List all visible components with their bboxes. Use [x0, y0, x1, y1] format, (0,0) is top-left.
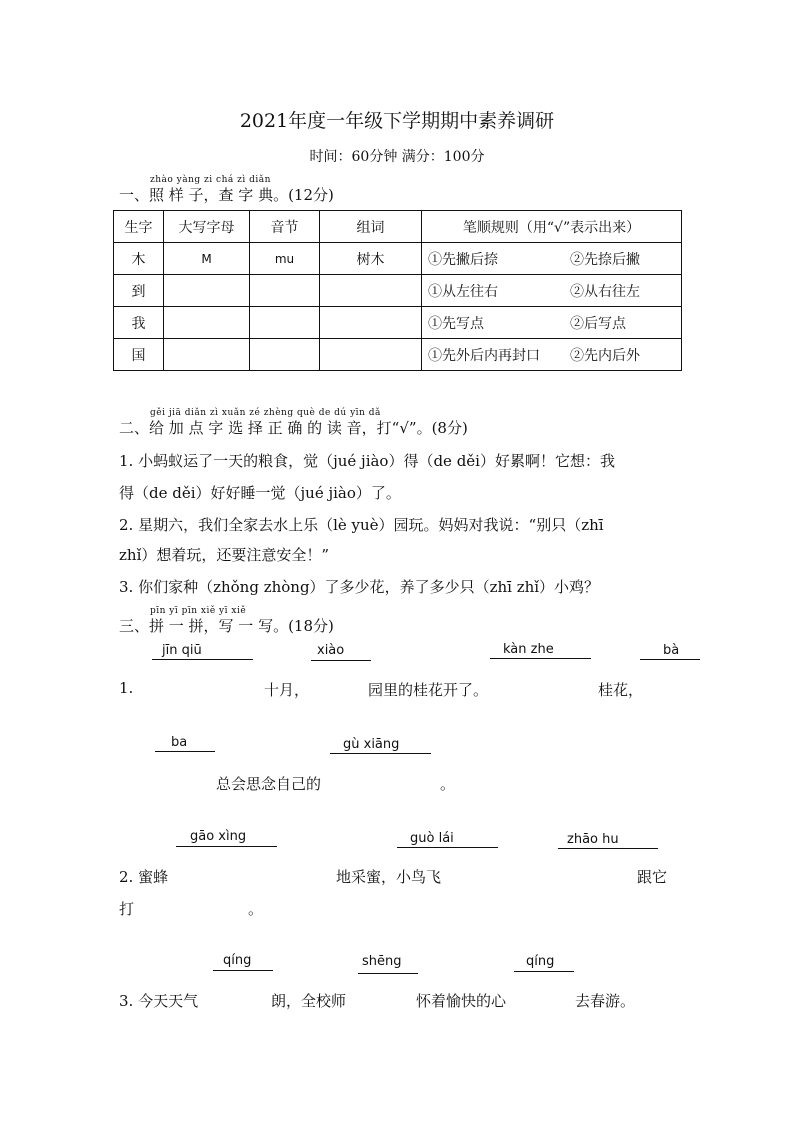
- header-stroke-rule: 笔顺规则（用“√”表示出来）: [422, 211, 682, 243]
- cell-letter[interactable]: [164, 307, 250, 339]
- cell-char: 到: [114, 275, 164, 307]
- answer-line[interactable]: [558, 848, 658, 849]
- question-text: 去春游。: [575, 992, 636, 1010]
- cell-rule[interactable]: [422, 275, 682, 307]
- cell-syllable[interactable]: [250, 275, 320, 307]
- answer-line[interactable]: [514, 971, 574, 972]
- header-word: 组词: [320, 211, 422, 243]
- cell-word[interactable]: [320, 307, 422, 339]
- section2-heading: 二、给 加 点 字 选 择 正 确 的 读 音，打“√”。(8分): [119, 419, 468, 437]
- table-row: [114, 307, 682, 339]
- question-text: 总会思念自己的: [216, 775, 322, 793]
- cell-syllable[interactable]: [250, 307, 320, 339]
- cell-word[interactable]: 树木: [320, 243, 422, 275]
- pinyin-prompt: gāo xìng: [190, 829, 247, 844]
- question-text: 跟它: [637, 868, 668, 886]
- cell-word[interactable]: [320, 339, 422, 371]
- header-syllable: 音节: [250, 211, 320, 243]
- rule-option-1[interactable]: ①先撇后捺: [428, 251, 498, 268]
- question-text: 3. 今天天气: [119, 992, 199, 1010]
- answer-line[interactable]: [311, 660, 371, 661]
- rule-option-1[interactable]: ①从左往右: [428, 283, 498, 300]
- cell-rule[interactable]: [422, 339, 682, 371]
- rule-option-1[interactable]: ①先写点: [428, 315, 484, 332]
- table-row: [114, 243, 682, 275]
- page-title: 2021年度一年级下学期期中素养调研: [239, 110, 555, 132]
- answer-line[interactable]: [358, 973, 418, 974]
- question-text: 朗，全校师: [271, 992, 347, 1010]
- pinyin-prompt: bà: [663, 643, 680, 658]
- question-line: 得（de děi）好好睡一觉（jué jiào）了。: [119, 484, 401, 502]
- question-line: 3. 你们家种（zhǒng zhòng）了多少花，养了多少只（zhī zhǐ）小鸡？: [119, 578, 600, 596]
- answer-line[interactable]: [397, 847, 498, 848]
- pinyin-prompt: qíng: [526, 954, 555, 969]
- cell-letter[interactable]: [164, 275, 250, 307]
- answer-line[interactable]: [640, 659, 700, 660]
- rule-option-2[interactable]: ②先内后外: [570, 347, 640, 364]
- answer-line[interactable]: [176, 846, 277, 847]
- question-text: 十月，: [264, 681, 310, 699]
- question-text: 桂花，: [598, 681, 644, 699]
- section3-heading: 三、拼 一 拼，写 一 写。(18分): [119, 617, 334, 635]
- question-number: 1.: [119, 679, 134, 697]
- question-text: 。: [440, 775, 456, 793]
- answer-line[interactable]: [330, 753, 431, 754]
- table-header-row: [114, 211, 682, 243]
- cell-syllable[interactable]: [250, 339, 320, 371]
- answer-line[interactable]: [152, 659, 253, 660]
- answer-line[interactable]: [155, 751, 215, 752]
- cell-rule[interactable]: [422, 307, 682, 339]
- cell-char: 木: [114, 243, 164, 275]
- question-text: 2. 蜜蜂: [119, 868, 169, 886]
- pinyin-prompt: xiào: [317, 643, 345, 658]
- question-text: 打: [119, 900, 135, 918]
- section3-pinyin: pīn yī pīn xiě yī xiě: [150, 606, 247, 616]
- pinyin-prompt: shēng: [362, 954, 402, 969]
- question-text: 。: [248, 900, 264, 918]
- question-line: 1. 小蚂蚁运了一天的粮食，觉（jué jiào）得（de děi）好累啊！它想：我: [119, 452, 615, 470]
- rule-option-2[interactable]: ②从右往左: [570, 283, 640, 300]
- table-row: [114, 275, 682, 307]
- header-letter: 大写字母: [164, 211, 250, 243]
- section2-pinyin: gěi jiā diǎn zì xuǎn zé zhèng què de dú yīn dǎ: [150, 408, 381, 418]
- answer-line[interactable]: [490, 658, 591, 659]
- question-line: 2. 星期六，我们全家去水上乐（lè yuè）园玩。妈妈对我说：“别只（zhī: [119, 516, 604, 534]
- section1-pinyin: zhào yàng zi chá zì diǎn: [150, 175, 271, 185]
- question-line: zhǐ）想着玩，还要注意安全！”: [119, 546, 330, 564]
- pinyin-prompt: kàn zhe: [503, 642, 554, 657]
- cell-word[interactable]: [320, 275, 422, 307]
- cell-letter[interactable]: M: [164, 243, 250, 275]
- rule-option-1[interactable]: ①先外后内再封口: [428, 347, 540, 364]
- table-row: [114, 339, 682, 371]
- pinyin-prompt: ba: [171, 735, 188, 750]
- question-text: 园里的桂花开了。: [368, 681, 489, 699]
- cell-syllable[interactable]: mu: [250, 243, 320, 275]
- pinyin-prompt: qíng: [223, 953, 252, 968]
- section1-heading: 一、照 样 子，查 字 典。(12分): [119, 186, 334, 204]
- pinyin-prompt: gù xiāng: [343, 737, 400, 752]
- character-table: [113, 210, 682, 371]
- question-text: 怀着愉快的心: [416, 992, 507, 1010]
- pinyin-prompt: zhāo hu: [567, 832, 619, 847]
- header-char: 生字: [114, 211, 164, 243]
- cell-char: 我: [114, 307, 164, 339]
- cell-rule[interactable]: [422, 243, 682, 275]
- rule-option-2[interactable]: ②先捺后撇: [570, 251, 640, 268]
- exam-info: 时间：60分钟 满分：100分: [309, 149, 485, 165]
- pinyin-prompt: jīn qiū: [162, 643, 202, 658]
- cell-letter[interactable]: [164, 339, 250, 371]
- cell-char: 国: [114, 339, 164, 371]
- rule-option-2[interactable]: ②后写点: [570, 315, 626, 332]
- pinyin-prompt: guò lái: [410, 831, 454, 846]
- answer-line[interactable]: [213, 970, 273, 971]
- question-text: 地采蜜，小鸟飞: [336, 868, 442, 886]
